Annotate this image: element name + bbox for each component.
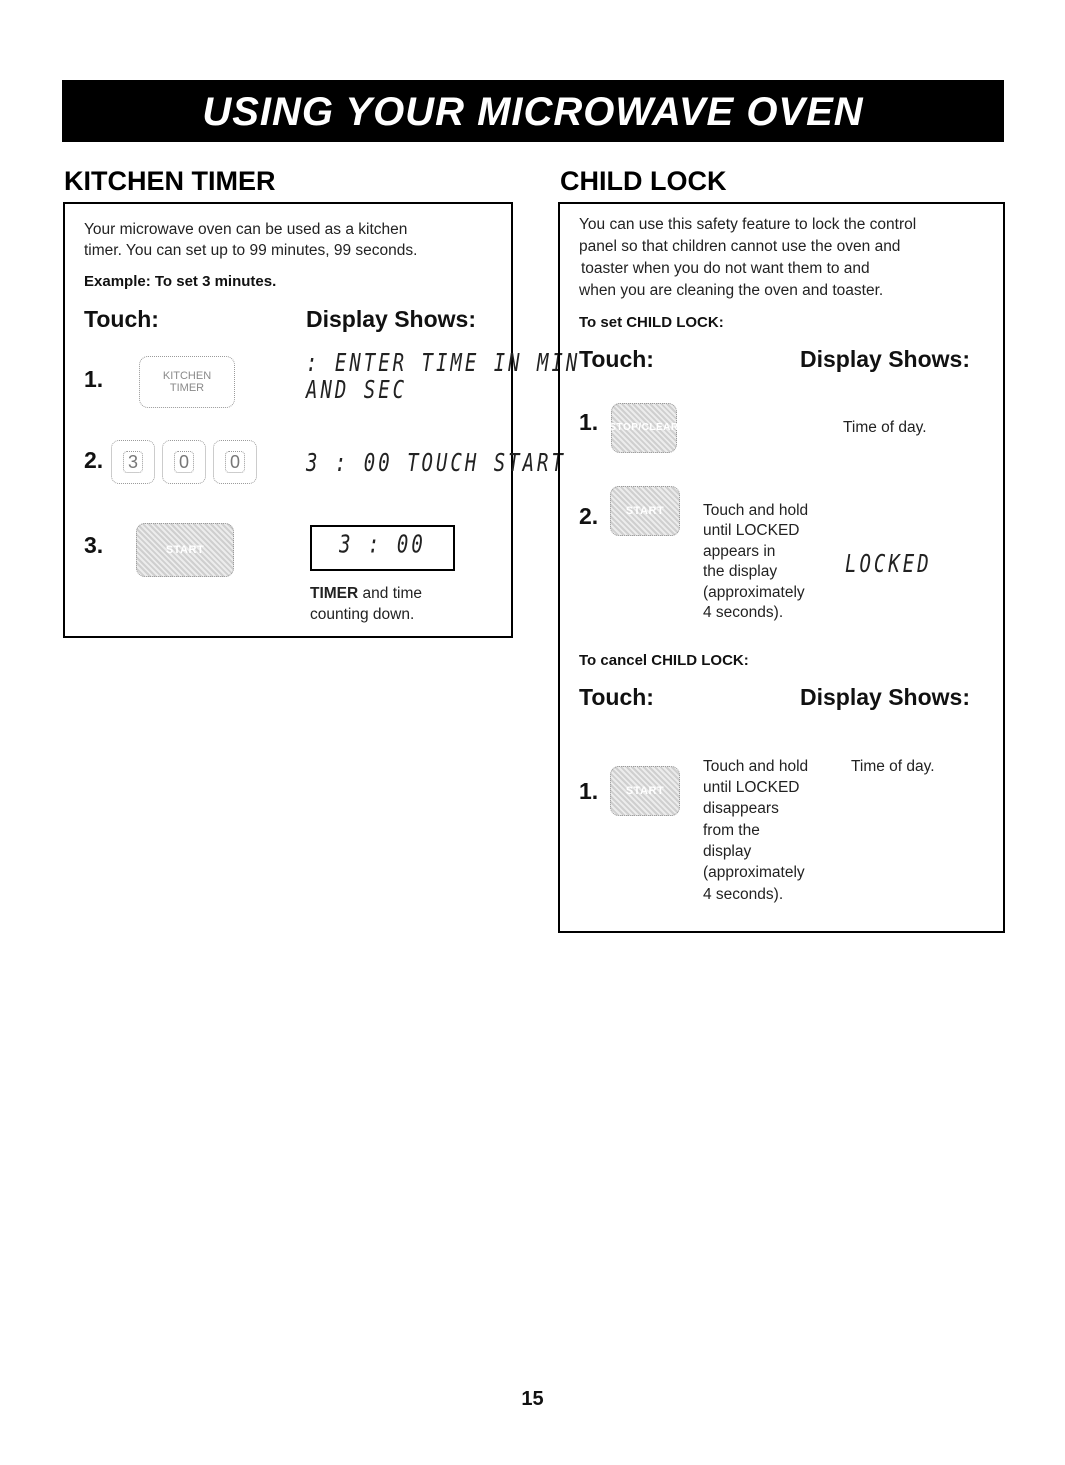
set-step-1-display: Time of day. <box>843 419 927 436</box>
kitchen-timer-intro-line2: timer. You can set up to 99 minutes, 99 seconds. <box>84 242 418 259</box>
kitchen-timer-title: KITCHEN TIMER <box>64 166 276 196</box>
start-key-lock[interactable] <box>610 486 680 536</box>
child-lock-intro-line1: You can use this safety feature to lock the control <box>579 216 917 233</box>
kitchen-timer-key-label-line1: KITCHEN <box>162 370 212 382</box>
child-lock-intro-line3: toaster when you do not want them to and <box>581 260 870 277</box>
number-key-0-second[interactable] <box>213 440 257 484</box>
timer-display-box <box>310 525 455 571</box>
page-number: 15 <box>521 1388 544 1410</box>
kitchen-timer-step-1-display-line1: : ENTER TIME IN MIN <box>306 349 581 378</box>
start-key-lock-label: START <box>625 505 665 517</box>
set-display-heading: Display Shows: <box>800 346 970 372</box>
start-key-unlock[interactable] <box>610 766 680 816</box>
cancel-child-lock-label: To cancel CHILD LOCK: <box>579 652 749 669</box>
start-key-label: START <box>165 544 205 556</box>
timer-display-value: 3 : 00 <box>339 530 426 560</box>
timer-note-line2: counting down. <box>310 606 415 623</box>
set-child-lock-label: To set CHILD LOCK: <box>579 314 724 331</box>
number-key-3[interactable] <box>111 440 155 484</box>
cancel-step-desc-line3: disappears <box>703 800 779 817</box>
start-key-unlock-label: START <box>625 785 665 797</box>
number-key-3-label: 3 <box>123 451 143 473</box>
kitchen-timer-example: Example: To set 3 minutes. <box>84 273 277 290</box>
kitchen-timer-display-heading: Display Shows: <box>306 306 476 332</box>
set-step-2-desc-line2: until LOCKED <box>703 522 800 539</box>
timer-note-rest: and time <box>358 585 422 602</box>
page-banner <box>62 80 1004 142</box>
set-step-2-desc-line6: 4 seconds). <box>703 604 784 621</box>
set-step-2-desc-line1: Touch and hold <box>703 502 809 519</box>
set-step-1-number: 1. <box>579 409 599 435</box>
child-lock-intro-line4: when you are cleaning the oven and toaster. <box>579 282 884 299</box>
number-key-0-second-label: 0 <box>225 451 245 473</box>
child-lock-title: CHILD LOCK <box>560 166 727 196</box>
number-key-0[interactable] <box>162 440 206 484</box>
set-step-2-desc-line4: the display <box>703 563 778 580</box>
kitchen-timer-intro-line1: Your microwave oven can be used as a kitchen <box>84 221 408 238</box>
cancel-touch-heading: Touch: <box>579 684 654 710</box>
stop-clear-key[interactable] <box>611 403 677 453</box>
kitchen-timer-step-3-number: 3. <box>84 532 104 558</box>
kitchen-timer-key-label-line2: TIMER <box>169 382 205 394</box>
set-step-2-number: 2. <box>579 503 599 529</box>
banner-title: USING YOUR MICROWAVE OVEN <box>202 89 864 134</box>
cancel-step-desc-line7: 4 seconds). <box>703 886 784 903</box>
cancel-step-desc-line1: Touch and hold <box>703 758 809 775</box>
number-key-0-label: 0 <box>174 451 194 473</box>
stop-clear-key-label: STOP/CLEAR <box>609 422 679 433</box>
kitchen-timer-touch-heading: Touch: <box>84 306 159 332</box>
child-lock-intro-line2: panel so that children cannot use the oven and <box>579 238 901 255</box>
start-key[interactable] <box>136 523 234 577</box>
cancel-step-desc-line6: (approximately <box>703 864 805 881</box>
cancel-step-1-number: 1. <box>579 778 599 804</box>
kitchen-timer-key[interactable] <box>139 356 235 408</box>
cancel-step-desc-line2: until LOCKED <box>703 779 800 796</box>
locked-display: LOCKED <box>845 550 932 579</box>
kitchen-timer-step-1-number: 1. <box>84 366 104 392</box>
kitchen-timer-step-1-display-line2: AND SEC <box>306 376 408 405</box>
cancel-step-display: Time of day. <box>851 758 935 775</box>
set-touch-heading: Touch: <box>579 346 654 372</box>
child-lock-box <box>558 202 1005 933</box>
kitchen-timer-box <box>63 202 513 638</box>
kitchen-timer-step-2-display: 3 : 00 TOUCH START <box>306 449 566 478</box>
cancel-step-desc-line5: display <box>703 843 752 860</box>
timer-note-line1 <box>310 583 422 604</box>
kitchen-timer-step-2-number: 2. <box>84 447 104 473</box>
set-step-2-desc-line3: appears in <box>703 543 776 560</box>
cancel-step-desc-line4: from the <box>703 822 760 839</box>
timer-note-bold: TIMER <box>310 585 359 602</box>
set-step-2-desc-line5: (approximately <box>703 584 805 601</box>
cancel-display-heading: Display Shows: <box>800 684 970 710</box>
